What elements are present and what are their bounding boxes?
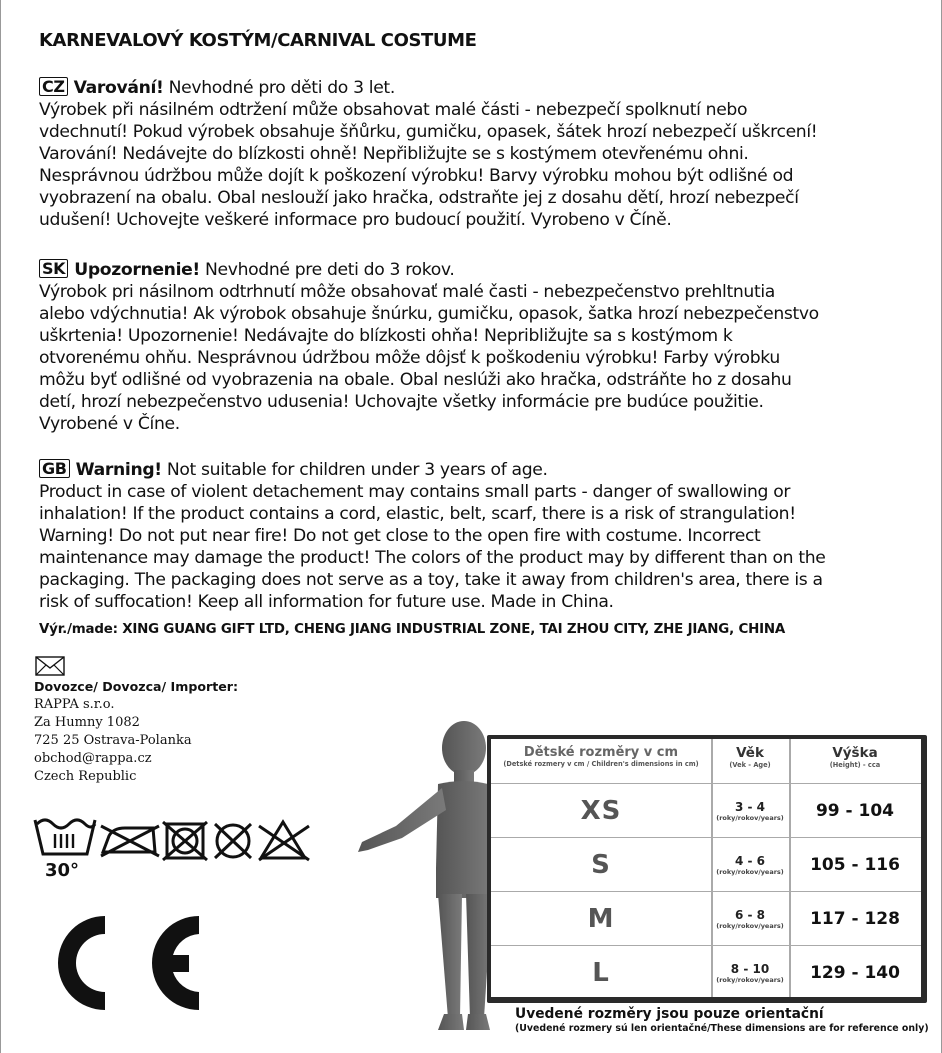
no-iron-icon	[101, 826, 159, 856]
age-cell: 6 - 8	[734, 908, 766, 922]
importer-line: Czech Republic	[34, 769, 137, 784]
section-sk-heading	[39, 259, 929, 281]
size-cell: S	[591, 850, 611, 880]
page-title: KARNEVALOVÝ KOSTÝM/CARNIVAL COSTUME	[39, 30, 477, 51]
gb-badge: GB	[39, 459, 70, 478]
gb-line: risk of suffocation! Keep all information for future use. Made in China.	[39, 592, 614, 612]
gb-line: maintenance may damage the product! The colors of the product may by different than on the	[39, 548, 826, 568]
size-table	[487, 735, 927, 1003]
section-sk	[39, 259, 929, 435]
height-cell: 129 - 140	[810, 963, 900, 983]
header-height-label: Výška	[832, 745, 878, 761]
wash-30-icon	[35, 820, 95, 881]
section-gb	[39, 459, 929, 613]
importer-address	[34, 696, 192, 786]
age-cell: 4 - 6	[734, 854, 766, 868]
cz-line: Varování! Nedávejte do blízkosti ohně! Nepřibližujte se s kostýmem otevřenému ohni.	[39, 144, 749, 164]
header-height	[789, 745, 921, 769]
header-dims	[491, 745, 711, 768]
sk-lead: Nevhodné pre deti do 3 rokov.	[199, 260, 455, 280]
importer-line: Za Humny 1082	[34, 715, 140, 730]
sk-line: alebo vdýchnutia! Ak výrobok obsahuje šnúrku, gumičku, opasok, šatka hrozí nebezpečenstvo	[39, 304, 819, 324]
sk-line: uškrtenia! Upozornenie! Nedávajte do blízkosti ohňa! Nepribližujte sa s kostýmom k	[39, 326, 733, 346]
importer-line: RAPPA s.r.o.	[34, 697, 115, 712]
cz-warning-word: Varování!	[73, 78, 164, 98]
table-row	[491, 837, 921, 892]
age-unit: (roky/rokov/years)	[716, 976, 784, 984]
importer-heading: Dovozce/ Dovozca/ Importer:	[34, 679, 239, 694]
age-unit: (roky/rokov/years)	[716, 868, 784, 876]
sk-line: môžu byť odlišné od vyobrazenia na obale. Obal neslúži ako hračka, odstráňte ho z dosahu	[39, 370, 792, 390]
no-bleach-icon	[259, 822, 309, 860]
dimensions-note: Uvedené rozměry jsou pouze orientační	[515, 1006, 824, 1022]
sk-line: Vyrobené v Číne.	[39, 414, 180, 434]
gb-line: inhalation! If the product contains a cord, elastic, belt, scarf, there is a risk of strangulation!	[39, 504, 796, 524]
importer-line: 725 25 Ostrava-Polanka	[34, 733, 192, 748]
cz-line: Nesprávnou údržbou může dojít k poškození výrobku! Barvy výrobku mohou být odlišné od	[39, 166, 794, 186]
gb-line: Product in case of violent detachement may contains small parts - danger of swallowing or	[39, 482, 791, 502]
gb-line: packaging. The packaging does not serve as a toy, take it away from children's area, there is a	[39, 570, 823, 590]
table-row	[491, 945, 921, 1000]
section-cz	[39, 77, 929, 231]
cz-badge: CZ	[39, 77, 68, 96]
envelope-icon	[35, 656, 65, 676]
no-tumble-dry-icon	[163, 822, 207, 860]
size-cell: L	[592, 958, 610, 988]
gb-lead: Not suitable for children under 3 years of age.	[161, 460, 548, 480]
gb-line: Warning! Do not put near fire! Do not get close to the open fire with costume. Incorrect	[39, 526, 761, 546]
header-age-sub: (Vek - Age)	[729, 761, 771, 769]
cz-line: Výrobek při násilném odtržení může obsahovat malé části - nebezpečí spolknutí nebo	[39, 100, 748, 120]
height-cell: 99 - 104	[815, 801, 895, 821]
cz-line: udušení! Uchovejte veškeré informace pro budoucí použití. Vyrobeno v Číně.	[39, 210, 672, 230]
age-cell: 8 - 10	[730, 962, 770, 976]
importer-line: obchod@rappa.cz	[34, 751, 152, 766]
age-cell: 3 - 4	[734, 800, 766, 814]
care-symbols	[33, 814, 343, 882]
cz-line: vdechnutí! Pokud výrobek obsahuje šňůrku, gumičku, opasek, šátek hrozí nebezpečí uškrcení!	[39, 122, 818, 142]
size-cell: M	[587, 904, 615, 934]
cz-lead: Nevhodné pro děti do 3 let.	[163, 78, 395, 98]
ce-mark-icon	[23, 908, 213, 1018]
table-row	[491, 891, 921, 946]
child-silhouette-icon	[356, 718, 496, 1038]
header-dims-label: Dětské rozměry v cm	[523, 745, 679, 760]
header-age-label: Věk	[736, 745, 764, 761]
sk-line: Výrobok pri násilnom odtrhnutí môže obsahovať malé časti - nebezpečenstvo prehltnutia	[39, 282, 775, 302]
cz-line: vyobrazení na obalu. Obal neslouží jako hračka, odstraňte jej z dosahu dětí, hrozí nebezpečí	[39, 188, 799, 208]
sk-badge: SK	[39, 259, 68, 278]
size-table-body	[491, 739, 921, 997]
dimensions-note-sub: (Uvedené rozmery sú len orientačné/These dimensions are for reference only)	[515, 1023, 929, 1034]
gb-warning-word: Warning!	[75, 460, 162, 480]
wash-temp-label: 30°	[45, 860, 80, 881]
table-row	[491, 783, 921, 838]
age-unit: (roky/rokov/years)	[716, 814, 784, 822]
header-height-sub: (Height) - cca	[829, 761, 881, 769]
header-dims-sub: (Detské rozmery v cm / Children's dimensions in cm)	[503, 760, 699, 768]
height-cell: 105 - 116	[810, 855, 900, 875]
header-age	[711, 745, 789, 769]
size-cell: XS	[580, 796, 622, 826]
section-cz-heading	[39, 77, 929, 99]
age-unit: (roky/rokov/years)	[716, 922, 784, 930]
sk-line: detí, hrozí nebezpečenstvo udusenia! Uchovajte všetky informácie pre budúce použitie.	[39, 392, 764, 412]
height-cell: 117 - 128	[810, 909, 900, 929]
section-gb-heading	[39, 459, 929, 481]
manufacturer-line: Výr./made: XING GUANG GIFT LTD, CHENG JIANG INDUSTRIAL ZONE, TAI ZHOU CITY, ZHE JIANG, CHINA	[39, 622, 786, 637]
no-dry-clean-icon	[215, 824, 251, 858]
sk-warning-word: Upozornenie!	[74, 260, 200, 280]
sk-line: otvorenému ohňu. Nesprávnou údržbou môže dôjsť k poškodeniu výrobku! Farby výrobku	[39, 348, 780, 368]
